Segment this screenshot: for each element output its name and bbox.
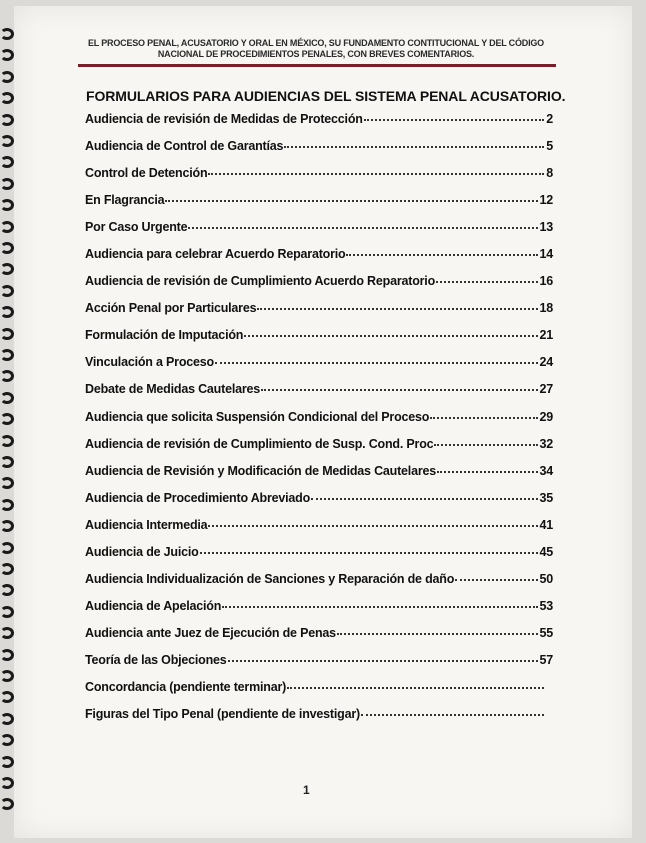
spiral-ring <box>0 477 14 489</box>
spiral-ring <box>0 670 14 682</box>
spiral-ring <box>0 285 14 297</box>
toc-entry-page: 45 <box>539 544 553 559</box>
toc-entry-label: Audiencia de Revisión y Modificación de Medidas Cautelares <box>85 463 436 478</box>
toc-leader-dots <box>346 254 538 256</box>
toc-leader-dots <box>244 335 538 337</box>
toc-leader-dots <box>257 308 538 310</box>
spiral-ring <box>0 306 14 318</box>
toc-leader-dots <box>434 444 538 446</box>
toc-leader-dots <box>208 525 538 527</box>
toc-entry-label: Debate de Medidas Cautelares <box>85 382 261 397</box>
spiral-ring <box>0 756 14 768</box>
toc-entry-label: Audiencia ante Juez de Ejecución de Penas <box>85 625 336 640</box>
toc-entry <box>85 193 553 220</box>
toc-entry-page: 50 <box>539 571 553 586</box>
spiral-ring <box>0 499 14 511</box>
toc-entry-label: Por Caso Urgente <box>85 220 188 235</box>
toc-entry-page: 12 <box>539 193 553 208</box>
toc-entry-label: Audiencia de Apelación <box>85 598 222 613</box>
toc-entry-page: 35 <box>539 490 553 505</box>
toc-entry-page: 5 <box>546 139 553 154</box>
toc-entry <box>85 274 553 301</box>
spiral-ring <box>0 156 14 168</box>
toc-leader-dots <box>287 687 544 689</box>
toc-leader-dots <box>200 552 539 554</box>
toc-leader-dots <box>208 173 544 175</box>
toc-entry <box>85 437 553 464</box>
toc-entry-page: 53 <box>539 598 553 613</box>
spiral-ring <box>0 734 14 746</box>
header-rule <box>78 64 556 67</box>
toc-entry <box>85 653 553 680</box>
spiral-ring <box>0 798 14 810</box>
toc-entry-label: Figuras del Tipo Penal (pendiente de investigar) <box>85 707 360 722</box>
toc-entry-label: Audiencia de revisión de Medidas de Protección <box>85 112 363 126</box>
toc-entry-label: Teoría de las Objeciones <box>85 652 227 667</box>
spiral-ring <box>0 584 14 596</box>
toc-leader-dots <box>437 471 538 473</box>
toc-entry-page: 24 <box>539 355 553 370</box>
toc-leader-dots <box>364 119 544 121</box>
toc-entry-page: 55 <box>539 625 553 640</box>
toc-entry-page: 29 <box>539 409 553 424</box>
toc-entry-label: Audiencia de Procedimiento Abreviado <box>85 490 311 505</box>
toc-leader-dots <box>188 227 538 229</box>
toc-entry-page: 32 <box>539 436 553 451</box>
spiral-ring <box>0 392 14 404</box>
toc-entry-label: Audiencia Individualización de Sanciones y Reparación de daño <box>85 571 455 586</box>
toc-entry <box>85 355 553 382</box>
spiral-ring <box>0 691 14 703</box>
spiral-ring <box>0 328 14 340</box>
toc-entry <box>85 220 553 247</box>
spiral-ring <box>0 713 14 725</box>
toc-leader-dots <box>430 417 538 419</box>
page-number: 1 <box>303 783 310 797</box>
spiral-binding <box>0 28 18 828</box>
spiral-ring <box>0 221 14 233</box>
toc-entry-page: 41 <box>539 517 553 532</box>
toc-leader-dots <box>337 633 539 635</box>
toc-entry-page: 16 <box>539 274 553 289</box>
spiral-ring <box>0 242 14 254</box>
spiral-ring <box>0 520 14 532</box>
spiral-ring <box>0 627 14 639</box>
toc-entry-page: 21 <box>539 328 553 343</box>
toc-entry <box>85 410 553 437</box>
toc-entry-label: Audiencia de Control de Garantías <box>85 139 284 154</box>
toc-entry-page: 14 <box>539 247 553 262</box>
toc-entry-page: 8 <box>546 166 553 181</box>
toc-leader-dots <box>284 146 544 148</box>
toc-leader-dots <box>436 281 538 283</box>
spiral-ring <box>0 777 14 789</box>
toc-entry-label: Control de Detención <box>85 166 208 181</box>
toc-entry <box>85 707 553 734</box>
spiral-ring <box>0 28 14 40</box>
spiral-ring <box>0 263 14 275</box>
toc-entry-label: Vinculación a Proceso <box>85 355 214 370</box>
toc-entry <box>85 572 553 599</box>
toc-entry-page: 34 <box>539 463 553 478</box>
toc-entry-page: 13 <box>539 220 553 235</box>
running-header <box>66 38 566 60</box>
toc-entry-label: Acción Penal por Particulares <box>85 301 257 316</box>
toc-entry <box>85 166 553 193</box>
spiral-ring <box>0 135 14 147</box>
toc-entry <box>85 626 553 653</box>
spiral-ring <box>0 199 14 211</box>
toc-entry <box>85 491 553 518</box>
toc-entry <box>85 139 553 166</box>
table-of-contents <box>85 112 553 734</box>
spiral-ring <box>0 114 14 126</box>
toc-entry <box>85 112 553 139</box>
toc-entry <box>85 599 553 626</box>
toc-entry <box>85 301 553 328</box>
toc-leader-dots <box>165 200 538 202</box>
spiral-ring <box>0 92 14 104</box>
toc-entry <box>85 382 553 409</box>
toc-entry <box>85 328 553 355</box>
toc-entry <box>85 680 553 707</box>
toc-entry <box>85 545 553 572</box>
spiral-ring <box>0 370 14 382</box>
page-title: FORMULARIOS PARA AUDIENCIAS DEL SISTEMA PENAL ACUSATORIO. <box>86 88 566 104</box>
toc-leader-dots <box>222 606 538 608</box>
spiral-ring <box>0 71 14 83</box>
toc-entry <box>85 247 553 274</box>
toc-leader-dots <box>361 714 544 716</box>
toc-entry-page: 57 <box>539 652 553 667</box>
toc-entry <box>85 464 553 491</box>
spiral-ring <box>0 178 14 190</box>
spiral-ring <box>0 49 14 61</box>
spiral-ring <box>0 606 14 618</box>
toc-entry-page: 27 <box>539 382 553 397</box>
header-line-2: NACIONAL DE PROCEDIMIENTOS PENALES, CON BREVES COMENTARIOS. <box>157 49 475 59</box>
toc-leader-dots <box>261 389 538 391</box>
toc-entry-label: Formulación de Imputación <box>85 328 244 343</box>
spiral-ring <box>0 649 14 661</box>
toc-leader-dots <box>215 362 539 364</box>
toc-leader-dots <box>311 498 538 500</box>
toc-entry-label: Concordancia (pendiente terminar) <box>85 679 287 694</box>
spiral-ring <box>0 435 14 447</box>
toc-entry-label: Audiencia de revisión de Cumplimiento Acuerdo Reparatorio <box>85 274 436 289</box>
toc-entry-label: Audiencia que solicita Suspensión Condicional del Proceso <box>85 409 430 424</box>
toc-entry <box>85 518 553 545</box>
toc-entry-page: 18 <box>539 301 553 316</box>
spiral-ring <box>0 349 14 361</box>
spiral-ring <box>0 563 14 575</box>
toc-leader-dots <box>228 660 539 662</box>
toc-entry-label: Audiencia de revisión de Cumplimiento de Susp. Cond. Proc <box>85 436 434 451</box>
spiral-ring <box>0 456 14 468</box>
toc-entry-label: Audiencia Intermedia <box>85 517 208 532</box>
spiral-ring <box>0 413 14 425</box>
toc-entry-label: Audiencia para celebrar Acuerdo Reparatorio <box>85 247 346 262</box>
toc-entry-label: Audiencia de Juicio <box>85 544 199 559</box>
header-line-1: EL PROCESO PENAL, ACUSATORIO Y ORAL EN MÉXICO, SU FUNDAMENTO CONTITUCIONAL Y DEL CÓDIGO <box>88 38 544 48</box>
spiral-ring <box>0 542 14 554</box>
toc-entry-label: En Flagrancia <box>85 193 165 208</box>
toc-entry-page: 2 <box>546 112 553 126</box>
toc-leader-dots <box>455 579 538 581</box>
